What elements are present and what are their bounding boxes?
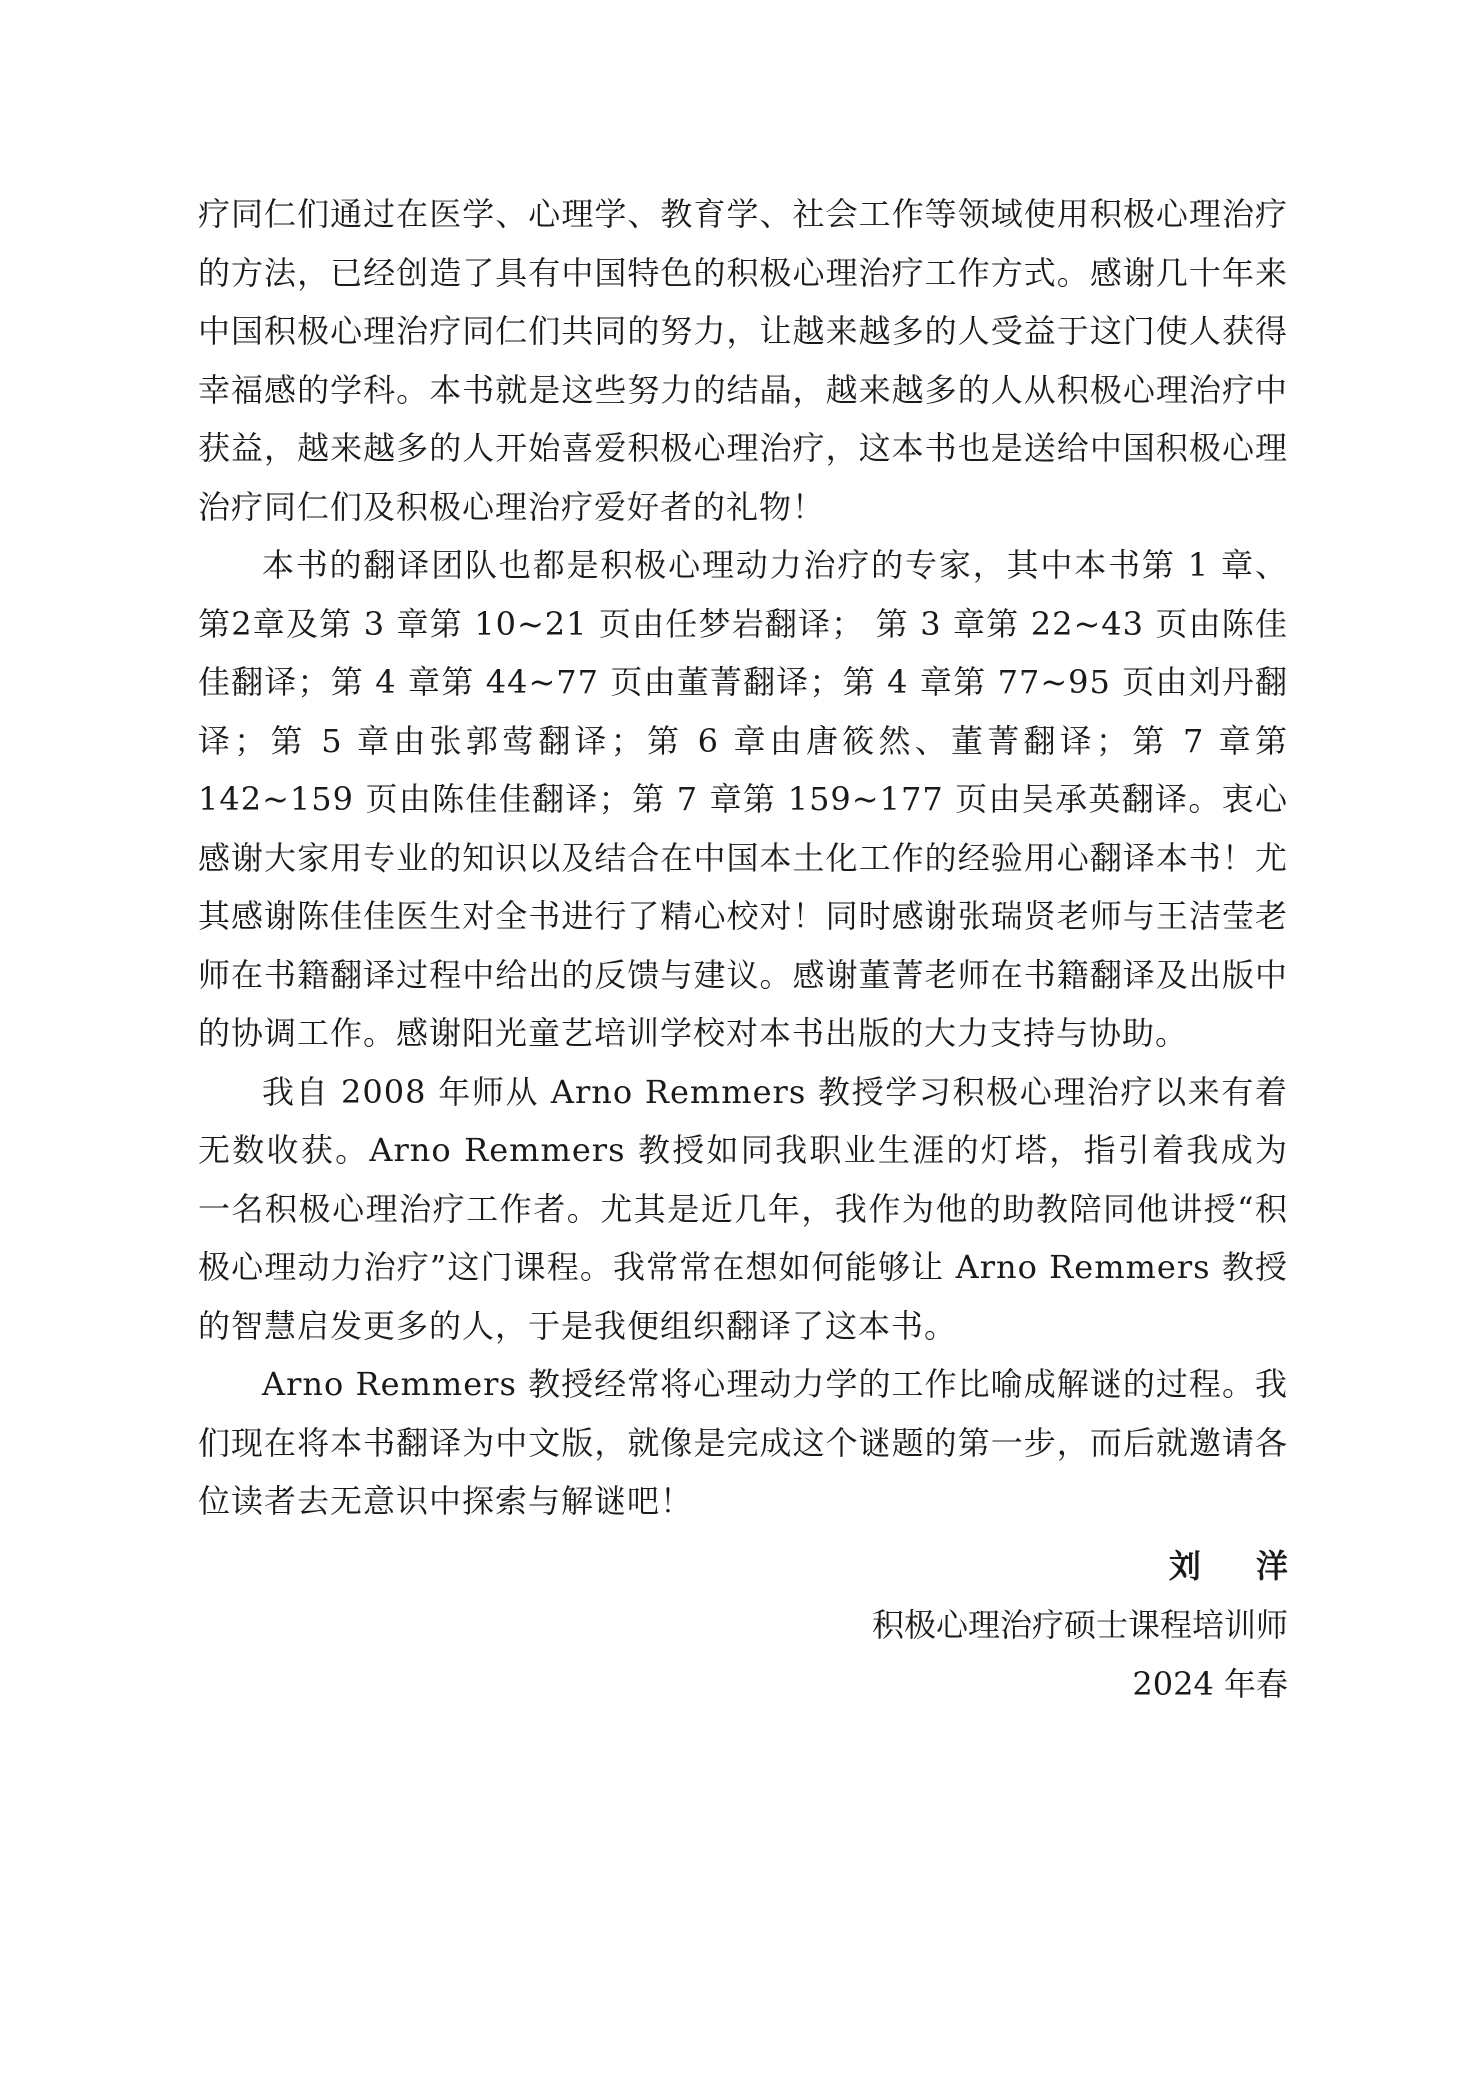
- paragraph-closing: Arno Remmers 教授经常将心理动力学的工作比喻成解谜的过程。我们现在将本书翻译为中文版，就像是完成这个谜题的第一步，而后就邀请各位读者去无意识中探索与解谜吧！: [198, 1365, 1288, 1520]
- paragraph-personal-note: 我自 2008 年师从 Arno Remmers 教授学习积极心理治疗以来有着无数收获。Arno Remmers 教授如同我职业生涯的灯塔，指引着我成为一名积极心理治疗工作者。尤其是近几年，我作为他的助教陪同他讲授“积极心理动力治疗”这门课程。我常常在想如何能够让 Arno Remmers 教授的智慧启发更多的人，于是我便组织翻译了这本书。: [198, 1072, 1288, 1345]
- paragraph-translation-team: 本书的翻译团队也都是积极心理动力治疗的专家，其中本书第 1 章、第2章及第 3 章第 10~21 页由任梦岩翻译； 第 3 章第 22~43 页由陈佳佳翻译；第 4 章第 44~77 页由董菁翻译；第 4 章第 77~95 页由刘丹翻译；第 5 章由张郭莺翻译；第 6 章由唐筱然、董菁翻译；第 7 章第 142~159 页由陈佳佳翻译；第 7 章第 159~177 页由吴承英翻译。衷心感谢大家用专业的知识以及结合在中国本土化工作的经验用心翻译本书！尤其感谢陈佳佳医生对全书进行了精心校对！同时感谢张瑞贤老师与王洁莹老师在书籍翻译过程中给出的反馈与建议。感谢董菁老师在书籍翻译及出版中的协调工作。感谢阳光童艺培训学校对本书出版的大力支持与协助。: [198, 546, 1288, 1052]
- signoff-date: 2024 年春: [1132, 1665, 1288, 1703]
- paragraph-continued: 疗同仁们通过在医学、心理学、教育学、社会工作等领域使用积极心理治疗的方法，已经创造了具有中国特色的积极心理治疗工作方式。感谢几十年来中国积极心理治疗同仁们共同的努力，让越来越多的人受益于这门使人获得幸福感的学科。本书就是这些努力的结晶，越来越多的人从积极心理治疗中获益，越来越多的人开始喜爱积极心理治疗，这本书也是送给中国积极心理治疗同仁们及积极心理治疗爱好者的礼物！: [198, 195, 1288, 526]
- signature-block: [871, 1537, 1310, 1714]
- author-title: 积极心理治疗硕士课程培训师: [871, 1606, 1288, 1644]
- preface-body: [198, 185, 1288, 1531]
- author-name: 刘 洋: [1168, 1547, 1310, 1585]
